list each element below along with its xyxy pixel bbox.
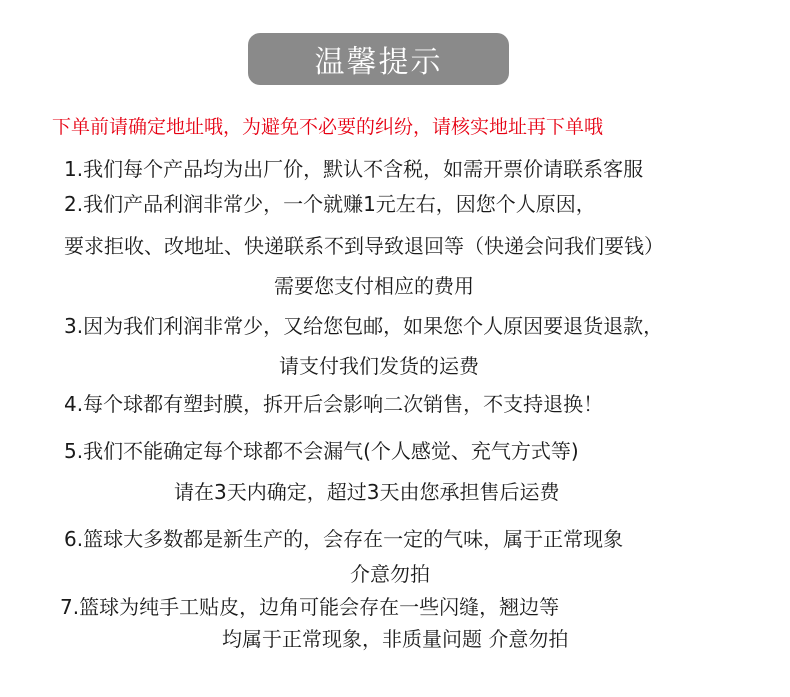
notice-line-7: 4.每个球都有塑封膜，拆开后会影响二次销售，不支持退换！ <box>64 392 604 416</box>
notice-line-3: 要求拒收、改地址、快递联系不到导致退回等（快递会问我们要钱） <box>64 234 664 258</box>
title-banner <box>248 33 509 85</box>
notice-line-8: 5.我们不能确定每个球都不会漏气(个人感觉、充气方式等) <box>64 439 579 463</box>
notice-line-13: 均属于正常现象，非质量问题 介意勿拍 <box>222 627 569 651</box>
notice-line-10: 6.篮球大多数都是新生产的，会存在一定的气味，属于正常现象 <box>64 527 624 551</box>
notice-line-2: 2.我们产品利润非常少，一个就赚1元左右，因您个人原因， <box>64 192 596 216</box>
notice-line-11: 介意勿拍 <box>350 562 430 586</box>
notice-line-6: 请支付我们发货的运费 <box>279 354 479 378</box>
warning-text: 下单前请确定地址哦，为避免不必要的纠纷，请核实地址再下单哦 <box>52 116 604 138</box>
notice-line-4: 需要您支付相应的费用 <box>274 274 474 298</box>
notice-line-12: 7.篮球为纯手工贴皮，边角可能会存在一些闪缝，翘边等 <box>60 595 560 619</box>
notice-line-5: 3.因为我们利润非常少，又给您包邮，如果您个人原因要退货退款， <box>64 314 664 338</box>
notice-line-9: 请在3天内确定，超过3天由您承担售后运费 <box>174 480 560 504</box>
page-title: 温馨提示 <box>314 45 443 80</box>
notice-line-1: 1.我们每个产品均为出厂价，默认不含税，如需开票价请联系客服 <box>64 157 644 181</box>
